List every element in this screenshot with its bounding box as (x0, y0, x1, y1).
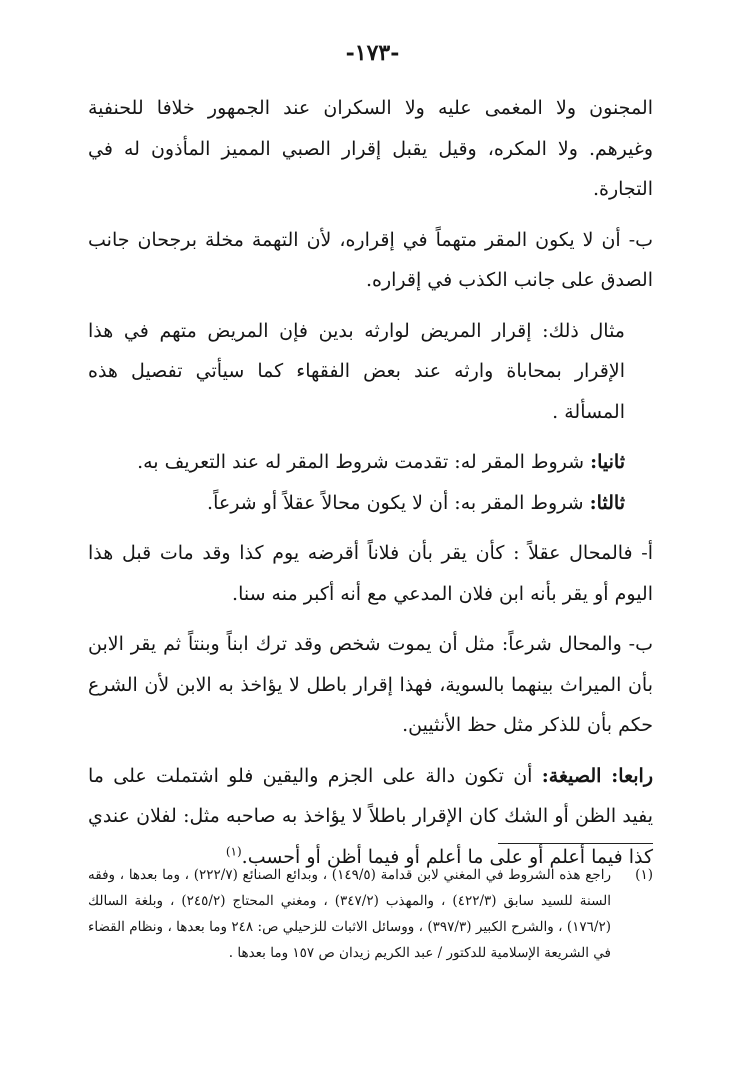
paragraph-text: ب- والمحال شرعاً: مثل أن يموت شخص وقد ترك ابناً وبنتاً ثم يقر الابن بأن الميراث بينهما بالسوية، فهذا إقرار باطل لا يؤاخذ به الابن لأن الشرع حكم بأن للذكر مثل حظ الأنثيين. (88, 633, 653, 736)
page-number: -١٧٣- (345, 40, 400, 66)
paragraph-text: أن تكون دالة على الجزم واليقين فلو اشتملت على ما يفيد الظن أو الشك كان الإقرار باطلاً لا يؤاخذ به صاحبه مثل: لفلان عندي كذا فيما أعلم أو على ما أعلم أو فيما أظن أو أحسب. (88, 764, 653, 868)
section-label: رابعا: الصيغة: (541, 764, 653, 787)
paragraph (88, 624, 653, 746)
footnote-number: (١) (635, 867, 653, 883)
paragraph-text: ب- أن لا يكون المقر متهماً في إقراره، لأن التهمة مخلة برجحان جانب الصدق على جانب الكذب في إقراره. (88, 228, 653, 291)
footnote-text: راجع هذه الشروط في المغني لابن قدامة (١٤٩/٥) ، وبدائع الصنائع (٢٢٢/٧) ، وما بعدها ، وفقه السنة للسيد سابق (٤٢٢/٣) ، والمهذب (٣٤٧/٢) ، ومغني المحتاج (٢٤٥/٢) ، وبلغة السالك (١٧٦/٢) ، والشرح الكبير (٣٩٧/٣) ، ووسائل الاثبات للزحيلي ص: ٢٤٨ وما بعدها ، ونظام القضاء في الشريعة الإسلامية للدكتور / عبد الكريم زيدان ص ١٥٧ وما بعدها . (88, 867, 611, 961)
paragraph-text: شروط المقر به: أن لا يكون محالاً عقلاً أو شرعاً. (207, 491, 590, 514)
paragraph (88, 311, 653, 433)
section-label: ثالثا: (589, 491, 625, 514)
paragraph-text: المجنون ولا المغمى عليه ولا السكران عند الجمهور خلافا للحنفية وغيرهم. ولا المكره، وقيل يقبل إقرار الصبي المميز المأذون له في التجارة. (88, 97, 653, 200)
footnote-divider (498, 843, 653, 844)
section-label: ثانيا: (590, 451, 625, 473)
footnote (88, 862, 653, 966)
paragraph-text: مثال ذلك: إقرار المريض لوارثه بدين فإن المريض متهم في هذا الإقرار بمحاباة وارثه عند بعض الفقهاء كما سيأتي تفصيل هذه المسألة . (88, 319, 625, 423)
paragraph (88, 442, 653, 483)
paragraph-text: أ- فالمحال عقلاً : كأن يقر بأن فلاناً أقرضه يوم كذا وقد مات قبل هذا اليوم أو يقر بأنه ابن فلان المدعي مع أنه أكبر منه سنا. (88, 542, 653, 605)
footnotes (88, 862, 653, 966)
paragraph-text: شروط المقر له: تقدمت شروط المقر له عند التعريف به. (137, 451, 591, 473)
paragraph (88, 533, 653, 614)
paragraph (88, 88, 653, 210)
body-text (88, 88, 653, 877)
paragraph (88, 483, 653, 524)
paragraph (88, 220, 653, 301)
footnote-reference: (١) (225, 844, 242, 859)
paragraph (88, 756, 653, 878)
